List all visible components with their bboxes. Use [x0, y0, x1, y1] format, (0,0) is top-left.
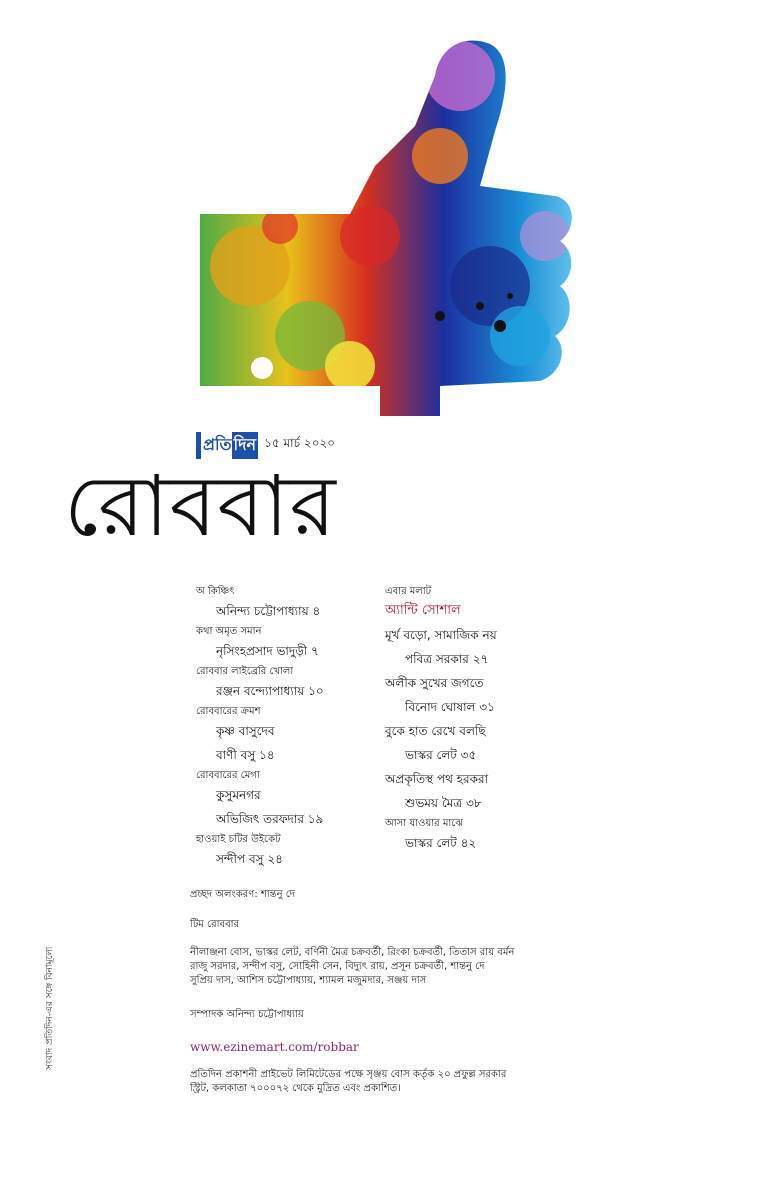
toc-left-column — [196, 584, 386, 872]
toc-right-column — [385, 584, 575, 856]
toc-item: মূর্খ বড়ো, সামাজিক নয় — [385, 628, 497, 642]
website-link[interactable]: www.ezinemart.com/robbar — [190, 1040, 359, 1054]
team-line: নীলাঞ্জনা বোস, ভাস্কর লেট, বর্ণিনী মৈত্র চক্রবর্তী, রিংকা চক্রবর্তী, তিতাস রায় বর্মন — [190, 947, 515, 958]
toc-item: বুকে হাত রেখে বলছি — [385, 724, 486, 738]
brand-header — [196, 434, 335, 456]
toc-item: কৃষ্ণ বাসুদেব — [216, 724, 275, 738]
toc-item: বাণী বসু ১৪ — [216, 748, 275, 762]
publisher-line: স্ট্রিট, কলকাতা ৭০০০৭২ থেকে মুদ্রিত এবং প্রকাশিত। — [190, 1083, 401, 1094]
cover-label: এবার মলাট — [385, 586, 432, 597]
toc-item: ভাস্কর লেট ৪২ — [405, 836, 477, 850]
team-line: সুপ্রিয় দাস, আশিস চট্টোপাধ্যায়, শ্যামল মজুমদার, সঞ্জয় দাস — [190, 975, 427, 986]
cover-credit: প্রচ্ছদ অলংকরণ: শান্তনু দে — [190, 889, 296, 900]
editor-credit: সম্পাদক অনিন্দ্য চট্টোপাধ্যায় — [190, 1009, 304, 1020]
toc-section-label: আসা যাওয়ার মাঝে — [385, 818, 463, 829]
toc-section-label: অ কিঞ্চিৎ — [196, 586, 235, 597]
toc-section-label: হাওয়াই চটির উইকেট — [196, 834, 281, 845]
toc-section-label: রোববারের মেগা — [196, 770, 260, 781]
publisher-note — [190, 1068, 550, 1096]
logo-text-part1: প্রতি — [203, 434, 232, 454]
toc-section-label: রোববারের ক্রমশ — [196, 706, 261, 717]
toc-item: অভিজিৎ তরফদার ১৯ — [216, 812, 324, 826]
thumbs-up-illustration — [190, 36, 580, 416]
team-members — [190, 946, 550, 988]
toc-item: ভাস্কর লেট ৩৫ — [405, 748, 477, 762]
team-line: রাজু সরদার, সন্দীপ বসু, সোহিনী সেন, বিদ্যুৎ রায়, প্রসূন চক্রবর্তী, শান্তনু দে — [190, 961, 485, 972]
toc-item: অনিন্দ্য চট্টোপাধ্যায় ৪ — [216, 604, 321, 618]
logo-text-part2: দিন — [232, 432, 259, 459]
team-heading: টিম রোববার — [190, 919, 240, 930]
toc-item: শুভময় মৈত্র ৩৮ — [405, 796, 482, 810]
toc-item: পবিত্র সরকার ২৭ — [405, 652, 489, 666]
toc-item: কুসুমনগর — [216, 788, 261, 802]
issue-date: ১৫ মার্চ ২০২০ — [264, 436, 336, 450]
toc-item: রঞ্জন বন্দ্যোপাধ্যায় ১০ — [216, 684, 324, 698]
side-note: সংবাদ প্রতিদিন-এর সঙ্গে বিনামূল্যে — [45, 946, 55, 1070]
toc-item: অলীক সুখের জগতে — [385, 676, 484, 690]
toc-item: নৃসিংহপ্রসাদ ভাদুড়ী ৭ — [216, 644, 319, 658]
toc-item: সন্দীপ বসু ২৪ — [216, 852, 283, 866]
toc-section-label: রোববার লাইব্রেরি খোলা — [196, 666, 294, 677]
cover-story-title: অ্যান্টি সোশাল — [385, 603, 461, 618]
toc-item: বিনোদ ঘোষাল ৩১ — [405, 700, 495, 714]
toc-item: অপ্রকৃতিস্থ পথ হরকরা — [385, 772, 489, 786]
publisher-line: প্রতিদিন প্রকাশনী প্রাইভেট লিমিটেডের পক্ষে সৃঞ্জয় বোস কর্তৃক ২০ প্রফুল্ল সরকার — [190, 1069, 507, 1080]
pratidin-logo — [196, 432, 258, 459]
masthead-title: রোববার — [64, 457, 337, 555]
toc-section-label: কথা অমৃত সমান — [196, 626, 262, 637]
